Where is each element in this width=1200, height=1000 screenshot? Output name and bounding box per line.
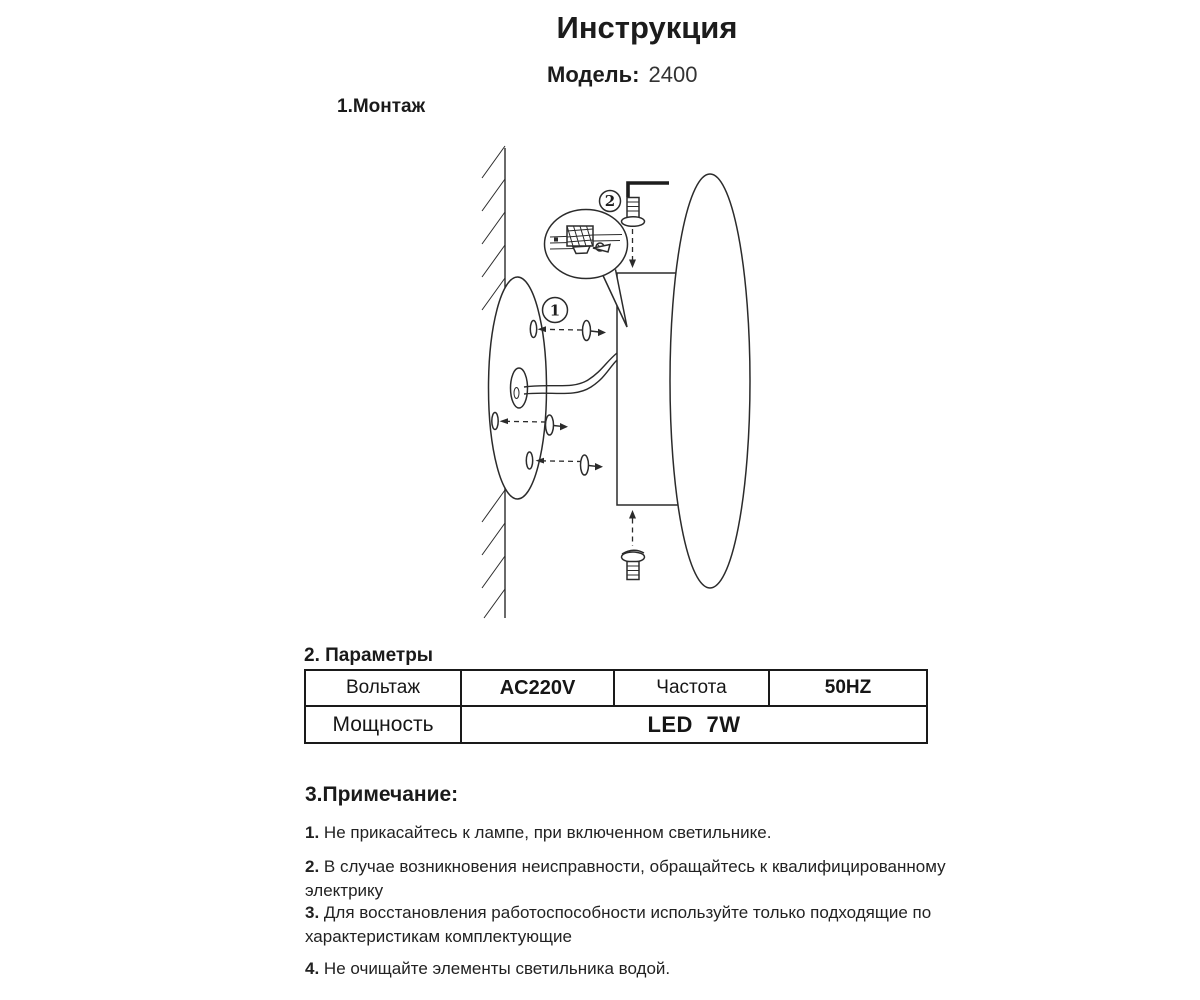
step-label-1 [543,298,568,323]
param-power-value: LED 7W [460,705,926,742]
section-heading-notes: 3.Примечание: [305,783,459,806]
section-heading-mounting: 1.Монтаж [337,96,426,117]
step-label-2 [600,191,621,212]
section-heading-parameters: 2. Параметры [304,645,434,666]
note-item-3 [305,901,931,949]
note-text-line2: электрику [305,881,384,900]
param-voltage-value: AC220V [460,671,613,705]
note-text-line2: характеристикам комплектующие [305,927,572,946]
page-title: Инструкция [556,10,738,45]
param-power-label: Мощность [306,705,460,742]
svg-text:1: 1 [549,301,561,320]
mounting-plate [489,277,547,499]
note-text: В случае возникновения неисправности, обращайтесь к квалифицированному [323,857,946,876]
model-label: Модель: [547,62,640,87]
parameters-table [304,669,928,744]
svg-text:2: 2 [604,192,616,210]
mounting-diagram [440,140,790,640]
model-line [547,62,697,88]
screw-hole [492,413,498,430]
param-frequency-label: Частота [613,671,768,705]
note-item-2 [305,855,946,903]
param-frequency-value: 50HZ [768,671,926,705]
bracket-corner [628,181,669,197]
note-text: Для восстановления работоспособности используйте только подходящие по [323,903,932,922]
model-value: 2400 [648,62,698,87]
note-number: 2. [305,857,320,876]
note-text: Не очищайте элементы светильника водой. [323,959,671,978]
note-number: 3. [305,903,320,922]
param-voltage-label: Вольтаж [345,677,421,698]
note-number: 1. [305,823,320,842]
bottom-screw [622,510,645,580]
cable-hole [511,368,528,408]
screw-hole [526,452,532,469]
lamp-body [670,174,750,588]
note-item-1 [305,821,771,845]
note-text: Не прикасайтесь к лампе, при включенном светильнике. [323,823,772,842]
note-number: 4. [305,959,320,978]
note-item-4 [305,957,670,981]
screw-hole [530,321,536,338]
